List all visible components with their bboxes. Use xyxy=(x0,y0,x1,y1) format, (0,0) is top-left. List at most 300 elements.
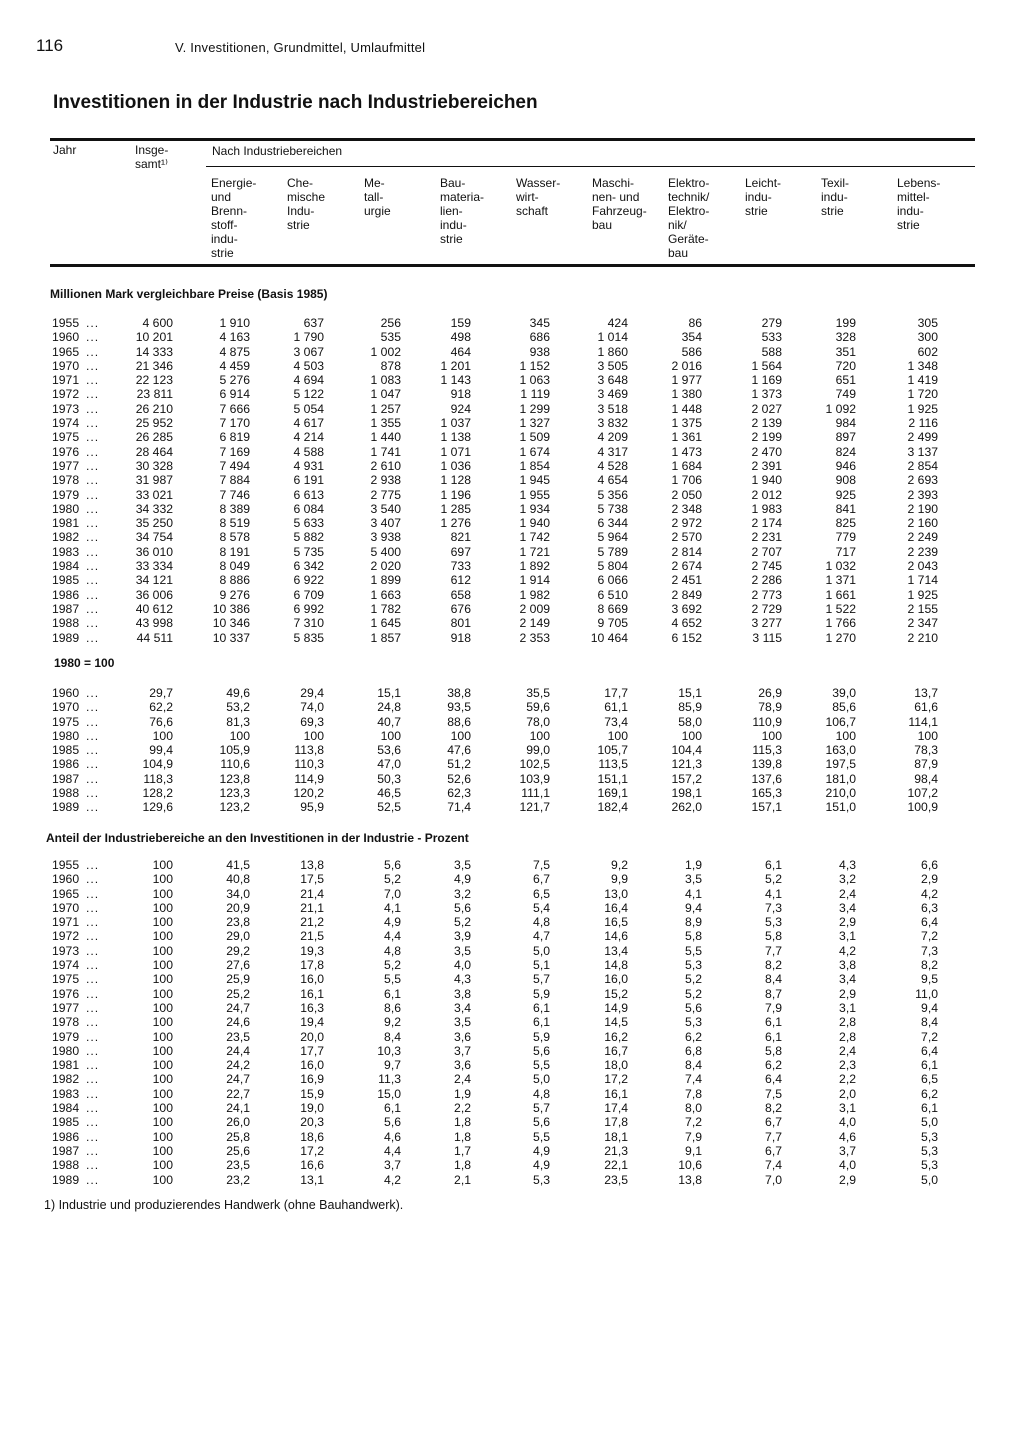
value-cell: 16,0 xyxy=(604,972,628,987)
year-cell: 1989 xyxy=(52,1172,80,1187)
leader-dots: ... xyxy=(86,728,100,743)
value-cell: 1 276 xyxy=(440,516,471,531)
value-cell: 2,0 xyxy=(839,1086,856,1101)
value-cell: 21,2 xyxy=(300,915,324,930)
value-cell: 5,9 xyxy=(533,1029,550,1044)
value-cell: 14,8 xyxy=(604,958,628,973)
value-cell: 14,5 xyxy=(604,1015,628,1030)
value-cell: 100 xyxy=(529,728,550,743)
value-cell: 33 021 xyxy=(135,487,173,502)
value-cell: 1 910 xyxy=(219,316,250,330)
value-cell: 13,8 xyxy=(678,1172,702,1187)
value-cell: 1 742 xyxy=(519,530,550,545)
value-cell: 5,8 xyxy=(765,1043,782,1058)
year-cell: 1972 xyxy=(52,387,80,402)
value-cell: 1 380 xyxy=(671,387,702,402)
value-cell: 24,4 xyxy=(226,1043,250,1058)
value-cell: 113,5 xyxy=(598,757,628,772)
value-cell: 73,4 xyxy=(604,714,628,729)
year-cell: 1986 xyxy=(52,757,80,772)
leader-dots: ... xyxy=(86,886,100,901)
value-cell: 93,5 xyxy=(447,700,471,715)
value-cell: 6,5 xyxy=(533,886,550,901)
year-cell: 1965 xyxy=(52,344,80,359)
column-head-electronics: Elektro- technik/ Elektro- nik/ Geräte- bau xyxy=(668,176,710,260)
value-cell: 16,0 xyxy=(300,1058,324,1073)
leader-dots: ... xyxy=(86,330,100,345)
value-cell: 100 xyxy=(607,728,628,743)
value-cell: 58,0 xyxy=(678,714,702,729)
value-cell: 7 746 xyxy=(219,487,250,502)
year-cell: 1988 xyxy=(52,786,80,801)
column-head-energy: Energie- und Brenn- stoff- indu- strie xyxy=(211,176,257,260)
value-cell: 2 016 xyxy=(671,358,702,373)
value-cell: 2 729 xyxy=(751,601,782,616)
value-cell: 612 xyxy=(450,573,471,588)
year-cell: 1971 xyxy=(52,915,80,930)
value-cell: 100 xyxy=(152,972,173,987)
value-cell: 1 940 xyxy=(519,516,550,531)
value-cell: 100 xyxy=(152,1015,173,1030)
value-cell: 24,8 xyxy=(377,700,401,715)
chapter-heading: V. Investitionen, Grundmittel, Umlaufmittel xyxy=(175,40,426,55)
table-title: Investitionen in der Industrie nach Industriebereichen xyxy=(53,92,538,113)
value-cell: 3 469 xyxy=(597,387,628,402)
value-cell: 8,4 xyxy=(685,1058,702,1073)
value-cell: 129,6 xyxy=(142,800,173,815)
leader-dots: ... xyxy=(86,915,100,930)
value-cell: 34 121 xyxy=(135,573,173,588)
value-cell: 88,6 xyxy=(447,714,471,729)
value-cell: 825 xyxy=(835,516,856,531)
value-cell: 6,1 xyxy=(765,1029,782,1044)
value-cell: 1 663 xyxy=(370,587,401,602)
value-cell: 2 190 xyxy=(907,501,938,516)
leader-dots: ... xyxy=(86,1029,100,1044)
value-cell: 717 xyxy=(835,544,856,559)
value-cell: 10 346 xyxy=(212,616,250,631)
year-cell: 1960 xyxy=(52,330,80,345)
value-cell: 87,9 xyxy=(914,757,938,772)
value-cell: 5,3 xyxy=(685,958,702,973)
value-cell: 946 xyxy=(835,458,856,473)
value-cell: 1 564 xyxy=(751,358,782,373)
value-cell: 4,1 xyxy=(765,886,782,901)
value-cell: 5,6 xyxy=(533,1115,550,1130)
value-cell: 7,9 xyxy=(685,1129,702,1144)
value-cell: 6 992 xyxy=(293,601,324,616)
value-cell: 9 705 xyxy=(597,616,628,631)
value-cell: 10 337 xyxy=(212,630,250,645)
value-cell: 5,5 xyxy=(533,1129,550,1144)
value-cell: 18,1 xyxy=(604,1129,628,1144)
value-cell: 74,0 xyxy=(300,700,324,715)
value-cell: 3 938 xyxy=(370,530,401,545)
value-cell: 6,1 xyxy=(765,858,782,872)
value-cell: 100 xyxy=(152,958,173,973)
leader-dots: ... xyxy=(86,1000,100,1015)
year-cell: 1985 xyxy=(52,573,80,588)
value-cell: 61,6 xyxy=(914,700,938,715)
value-cell: 2,2 xyxy=(839,1072,856,1087)
value-cell: 351 xyxy=(835,344,856,359)
leader-dots: ... xyxy=(86,601,100,616)
value-cell: 1 982 xyxy=(519,587,550,602)
value-cell: 114,9 xyxy=(294,771,324,786)
value-cell: 16,1 xyxy=(604,1086,628,1101)
value-cell: 8,9 xyxy=(685,915,702,930)
leader-dots: ... xyxy=(86,516,100,531)
value-cell: 5,6 xyxy=(384,1115,401,1130)
page-number: 116 xyxy=(36,36,64,55)
year-cell: 1970 xyxy=(52,700,80,715)
value-cell: 25,2 xyxy=(226,986,250,1001)
value-cell: 5 835 xyxy=(293,630,324,645)
value-cell: 15,0 xyxy=(377,1086,401,1101)
value-cell: 1 714 xyxy=(907,573,938,588)
year-cell: 1981 xyxy=(52,1058,80,1073)
value-cell: 1 934 xyxy=(519,501,550,516)
value-cell: 2 286 xyxy=(751,573,782,588)
value-cell: 3,6 xyxy=(454,1029,471,1044)
column-head-metallurgy: Me- tall- urgie xyxy=(364,176,391,218)
leader-dots: ... xyxy=(86,1015,100,1030)
value-cell: 44 511 xyxy=(136,630,173,645)
leader-dots: ... xyxy=(86,373,100,388)
value-cell: 5,8 xyxy=(685,929,702,944)
value-cell: 8 669 xyxy=(597,601,628,616)
value-cell: 2,4 xyxy=(454,1072,471,1087)
value-cell: 1 419 xyxy=(907,373,938,388)
value-cell: 924 xyxy=(450,401,471,416)
value-cell: 1 684 xyxy=(671,458,702,473)
value-cell: 18,0 xyxy=(604,1058,628,1073)
value-cell: 4 528 xyxy=(597,458,628,473)
value-cell: 1 766 xyxy=(825,616,856,631)
value-cell: 1 119 xyxy=(520,387,550,402)
value-cell: 78,0 xyxy=(526,714,550,729)
year-cell: 1971 xyxy=(52,373,80,388)
value-cell: 1 371 xyxy=(825,573,856,588)
value-cell: 8 389 xyxy=(219,501,250,516)
value-cell: 1 037 xyxy=(440,416,471,431)
value-cell: 100 xyxy=(152,1058,173,1073)
value-cell: 2 239 xyxy=(907,544,938,559)
value-cell: 1 152 xyxy=(519,358,550,373)
value-cell: 1 857 xyxy=(370,630,401,645)
value-cell: 95,9 xyxy=(300,800,324,815)
value-cell: 5,3 xyxy=(921,1129,938,1144)
value-cell: 29,0 xyxy=(226,929,250,944)
value-cell: 6,1 xyxy=(533,1015,550,1030)
value-cell: 6,3 xyxy=(921,900,938,915)
value-cell: 17,4 xyxy=(604,1101,628,1116)
value-cell: 1,9 xyxy=(454,1086,471,1101)
value-cell: 100 xyxy=(917,728,938,743)
value-cell: 6,8 xyxy=(685,1043,702,1058)
value-cell: 6,4 xyxy=(921,1043,938,1058)
value-cell: 3,4 xyxy=(839,972,856,987)
year-cell: 1976 xyxy=(52,986,80,1001)
leader-dots: ... xyxy=(86,573,100,588)
value-cell: 1 014 xyxy=(597,330,628,345)
value-cell: 105,9 xyxy=(219,743,250,758)
year-cell: 1978 xyxy=(52,473,80,488)
value-cell: 1 721 xyxy=(519,544,550,559)
value-cell: 34 754 xyxy=(135,530,173,545)
value-cell: 7,3 xyxy=(765,900,782,915)
value-cell: 100 xyxy=(152,858,173,872)
value-cell: 16,7 xyxy=(604,1043,628,1058)
value-cell: 4,6 xyxy=(839,1129,856,1144)
leader-dots: ... xyxy=(86,387,100,402)
value-cell: 7,2 xyxy=(921,1029,938,1044)
leader-dots: ... xyxy=(86,530,100,545)
value-cell: 100 xyxy=(152,1143,173,1158)
value-cell: 100 xyxy=(152,1101,173,1116)
value-cell: 22,7 xyxy=(226,1086,250,1101)
value-cell: 151,1 xyxy=(597,771,628,786)
value-cell: 938 xyxy=(529,344,550,359)
value-cell: 8,2 xyxy=(765,1101,782,1116)
value-cell: 4,8 xyxy=(533,1086,550,1101)
leader-dots: ... xyxy=(86,444,100,459)
value-cell: 6,7 xyxy=(765,1115,782,1130)
value-cell: 7,7 xyxy=(765,1129,782,1144)
value-cell: 3,1 xyxy=(839,1000,856,1015)
value-cell: 918 xyxy=(450,387,471,402)
value-cell: 40,8 xyxy=(226,872,250,887)
value-cell: 199 xyxy=(835,316,856,330)
column-head-year: Jahr xyxy=(53,143,77,157)
year-cell: 1955 xyxy=(52,858,80,872)
value-cell: 9,5 xyxy=(921,972,938,987)
value-cell: 10,6 xyxy=(678,1158,702,1173)
value-cell: 23,8 xyxy=(226,915,250,930)
value-cell: 23 811 xyxy=(136,387,173,402)
value-cell: 9,1 xyxy=(685,1143,702,1158)
value-cell: 7,5 xyxy=(533,858,550,872)
value-cell: 100 xyxy=(303,728,324,743)
leader-dots: ... xyxy=(86,929,100,944)
value-cell: 46,5 xyxy=(377,786,401,801)
value-cell: 328 xyxy=(835,330,856,345)
value-cell: 2,8 xyxy=(839,1015,856,1030)
value-cell: 4 652 xyxy=(671,616,702,631)
value-cell: 2,1 xyxy=(454,1172,471,1187)
value-cell: 2 043 xyxy=(907,559,938,574)
leader-dots: ... xyxy=(86,501,100,516)
leader-dots: ... xyxy=(86,344,100,359)
value-cell: 9,4 xyxy=(685,900,702,915)
value-cell: 821 xyxy=(450,530,471,545)
value-cell: 159 xyxy=(450,316,471,330)
top-rule xyxy=(50,138,975,141)
value-cell: 98,4 xyxy=(914,771,938,786)
value-cell: 5,1 xyxy=(533,958,550,973)
value-cell: 27,6 xyxy=(226,958,250,973)
year-cell: 1973 xyxy=(52,401,80,416)
value-cell: 157,2 xyxy=(671,771,702,786)
year-cell: 1987 xyxy=(52,771,80,786)
value-cell: 5 882 xyxy=(293,530,324,545)
leader-dots: ... xyxy=(86,630,100,645)
value-cell: 1,8 xyxy=(454,1115,471,1130)
value-cell: 5,2 xyxy=(384,872,401,887)
value-cell: 5,3 xyxy=(765,915,782,930)
column-head-textile: Texil- indu- strie xyxy=(821,176,850,218)
value-cell: 2 570 xyxy=(671,530,702,545)
value-cell: 13,0 xyxy=(604,886,628,901)
value-cell: 1 375 xyxy=(671,416,702,431)
value-cell: 13,7 xyxy=(914,686,938,700)
value-cell: 8,4 xyxy=(384,1029,401,1044)
value-cell: 35 250 xyxy=(135,516,173,531)
value-cell: 50,3 xyxy=(377,771,401,786)
value-cell: 8 578 xyxy=(219,530,250,545)
value-cell: 102,5 xyxy=(519,757,550,772)
value-cell: 3,4 xyxy=(454,1000,471,1015)
year-cell: 1955 xyxy=(52,316,80,330)
value-cell: 2 707 xyxy=(751,544,782,559)
value-cell: 3 832 xyxy=(597,416,628,431)
value-cell: 5,7 xyxy=(533,972,550,987)
value-cell: 26,0 xyxy=(226,1115,250,1130)
value-cell: 47,0 xyxy=(377,757,401,772)
value-cell: 100 xyxy=(152,1172,173,1187)
leader-dots: ... xyxy=(86,757,100,772)
year-cell: 1983 xyxy=(52,544,80,559)
value-cell: 29,4 xyxy=(300,686,324,700)
value-cell: 1 270 xyxy=(825,630,856,645)
value-cell: 2 674 xyxy=(671,559,702,574)
value-cell: 6 342 xyxy=(293,559,324,574)
value-cell: 586 xyxy=(681,344,702,359)
leader-dots: ... xyxy=(86,858,100,872)
value-cell: 16,0 xyxy=(300,972,324,987)
year-cell: 1984 xyxy=(52,559,80,574)
value-cell: 16,1 xyxy=(300,986,324,1001)
value-cell: 21,5 xyxy=(300,929,324,944)
value-cell: 1 509 xyxy=(519,430,550,445)
value-cell: 1 327 xyxy=(519,416,550,431)
value-cell: 52,6 xyxy=(447,771,471,786)
value-cell: 24,7 xyxy=(226,1072,250,1087)
value-cell: 103,9 xyxy=(519,771,550,786)
value-cell: 3,1 xyxy=(839,1101,856,1116)
value-cell: 1 047 xyxy=(370,387,401,402)
leader-dots: ... xyxy=(86,900,100,915)
value-cell: 749 xyxy=(835,387,856,402)
value-cell: 123,8 xyxy=(219,771,250,786)
value-cell: 300 xyxy=(917,330,938,345)
value-cell: 7,2 xyxy=(921,929,938,944)
column-group-heading: Nach Industriebereichen xyxy=(212,144,343,158)
value-cell: 4,9 xyxy=(533,1143,550,1158)
value-cell: 10 386 xyxy=(212,601,250,616)
value-cell: 181,0 xyxy=(825,771,856,786)
value-cell: 1 063 xyxy=(519,373,550,388)
leader-dots: ... xyxy=(86,1072,100,1087)
value-cell: 25,6 xyxy=(226,1143,250,1158)
value-cell: 4 214 xyxy=(293,430,324,445)
value-cell: 2 393 xyxy=(907,487,938,502)
value-cell: 897 xyxy=(835,430,856,445)
value-cell: 6,1 xyxy=(765,1015,782,1030)
value-cell: 1 257 xyxy=(370,401,401,416)
value-cell: 1 860 xyxy=(597,344,628,359)
year-cell: 1980 xyxy=(52,501,80,516)
value-cell: 1 706 xyxy=(671,473,702,488)
value-cell: 697 xyxy=(450,544,471,559)
value-cell: 6 084 xyxy=(293,501,324,516)
value-cell: 100 xyxy=(229,728,250,743)
value-cell: 1 977 xyxy=(671,373,702,388)
year-cell: 1977 xyxy=(52,458,80,473)
value-cell: 16,6 xyxy=(300,1158,324,1173)
leader-dots: ... xyxy=(86,1043,100,1058)
value-cell: 7,7 xyxy=(765,943,782,958)
value-cell: 110,9 xyxy=(752,714,782,729)
value-cell: 498 xyxy=(450,330,471,345)
value-cell: 107,2 xyxy=(907,786,938,801)
value-cell: 41,5 xyxy=(226,858,250,872)
value-cell: 100 xyxy=(152,1158,173,1173)
value-cell: 5 735 xyxy=(293,544,324,559)
value-cell: 23,5 xyxy=(604,1172,628,1187)
value-cell: 4,0 xyxy=(839,1115,856,1130)
value-cell: 121,3 xyxy=(671,757,702,772)
value-cell: 2 745 xyxy=(751,559,782,574)
value-cell: 3,4 xyxy=(839,900,856,915)
value-cell: 6,2 xyxy=(765,1058,782,1073)
value-cell: 2 199 xyxy=(751,430,782,445)
value-cell: 533 xyxy=(761,330,782,345)
value-cell: 4,3 xyxy=(839,858,856,872)
value-cell: 1 361 xyxy=(671,430,702,445)
value-cell: 100,9 xyxy=(907,800,938,815)
value-cell: 2,8 xyxy=(839,1029,856,1044)
value-cell: 39,0 xyxy=(832,686,856,700)
value-cell: 35,5 xyxy=(526,686,550,700)
value-cell: 3,2 xyxy=(839,872,856,887)
year-cell: 1975 xyxy=(52,714,80,729)
value-cell: 3,8 xyxy=(839,958,856,973)
year-cell: 1960 xyxy=(52,872,80,887)
year-cell: 1973 xyxy=(52,943,80,958)
value-cell: 15,9 xyxy=(300,1086,324,1101)
value-cell: 2 972 xyxy=(671,516,702,531)
value-cell: 3 540 xyxy=(370,501,401,516)
leader-dots: ... xyxy=(86,943,100,958)
value-cell: 123,3 xyxy=(219,786,250,801)
value-cell: 47,6 xyxy=(447,743,471,758)
value-cell: 2,3 xyxy=(839,1058,856,1073)
value-cell: 464 xyxy=(450,344,471,359)
value-cell: 5 633 xyxy=(293,516,324,531)
value-cell: 686 xyxy=(529,330,550,345)
value-cell: 1 899 xyxy=(370,573,401,588)
value-cell: 100 xyxy=(152,1129,173,1144)
value-cell: 21,1 xyxy=(300,900,324,915)
year-cell: 1982 xyxy=(52,530,80,545)
value-cell: 1 196 xyxy=(440,487,471,502)
leader-dots: ... xyxy=(86,487,100,502)
leader-dots: ... xyxy=(86,458,100,473)
value-cell: 100 xyxy=(152,872,173,887)
value-cell: 878 xyxy=(380,358,401,373)
value-cell: 22,1 xyxy=(604,1158,628,1173)
